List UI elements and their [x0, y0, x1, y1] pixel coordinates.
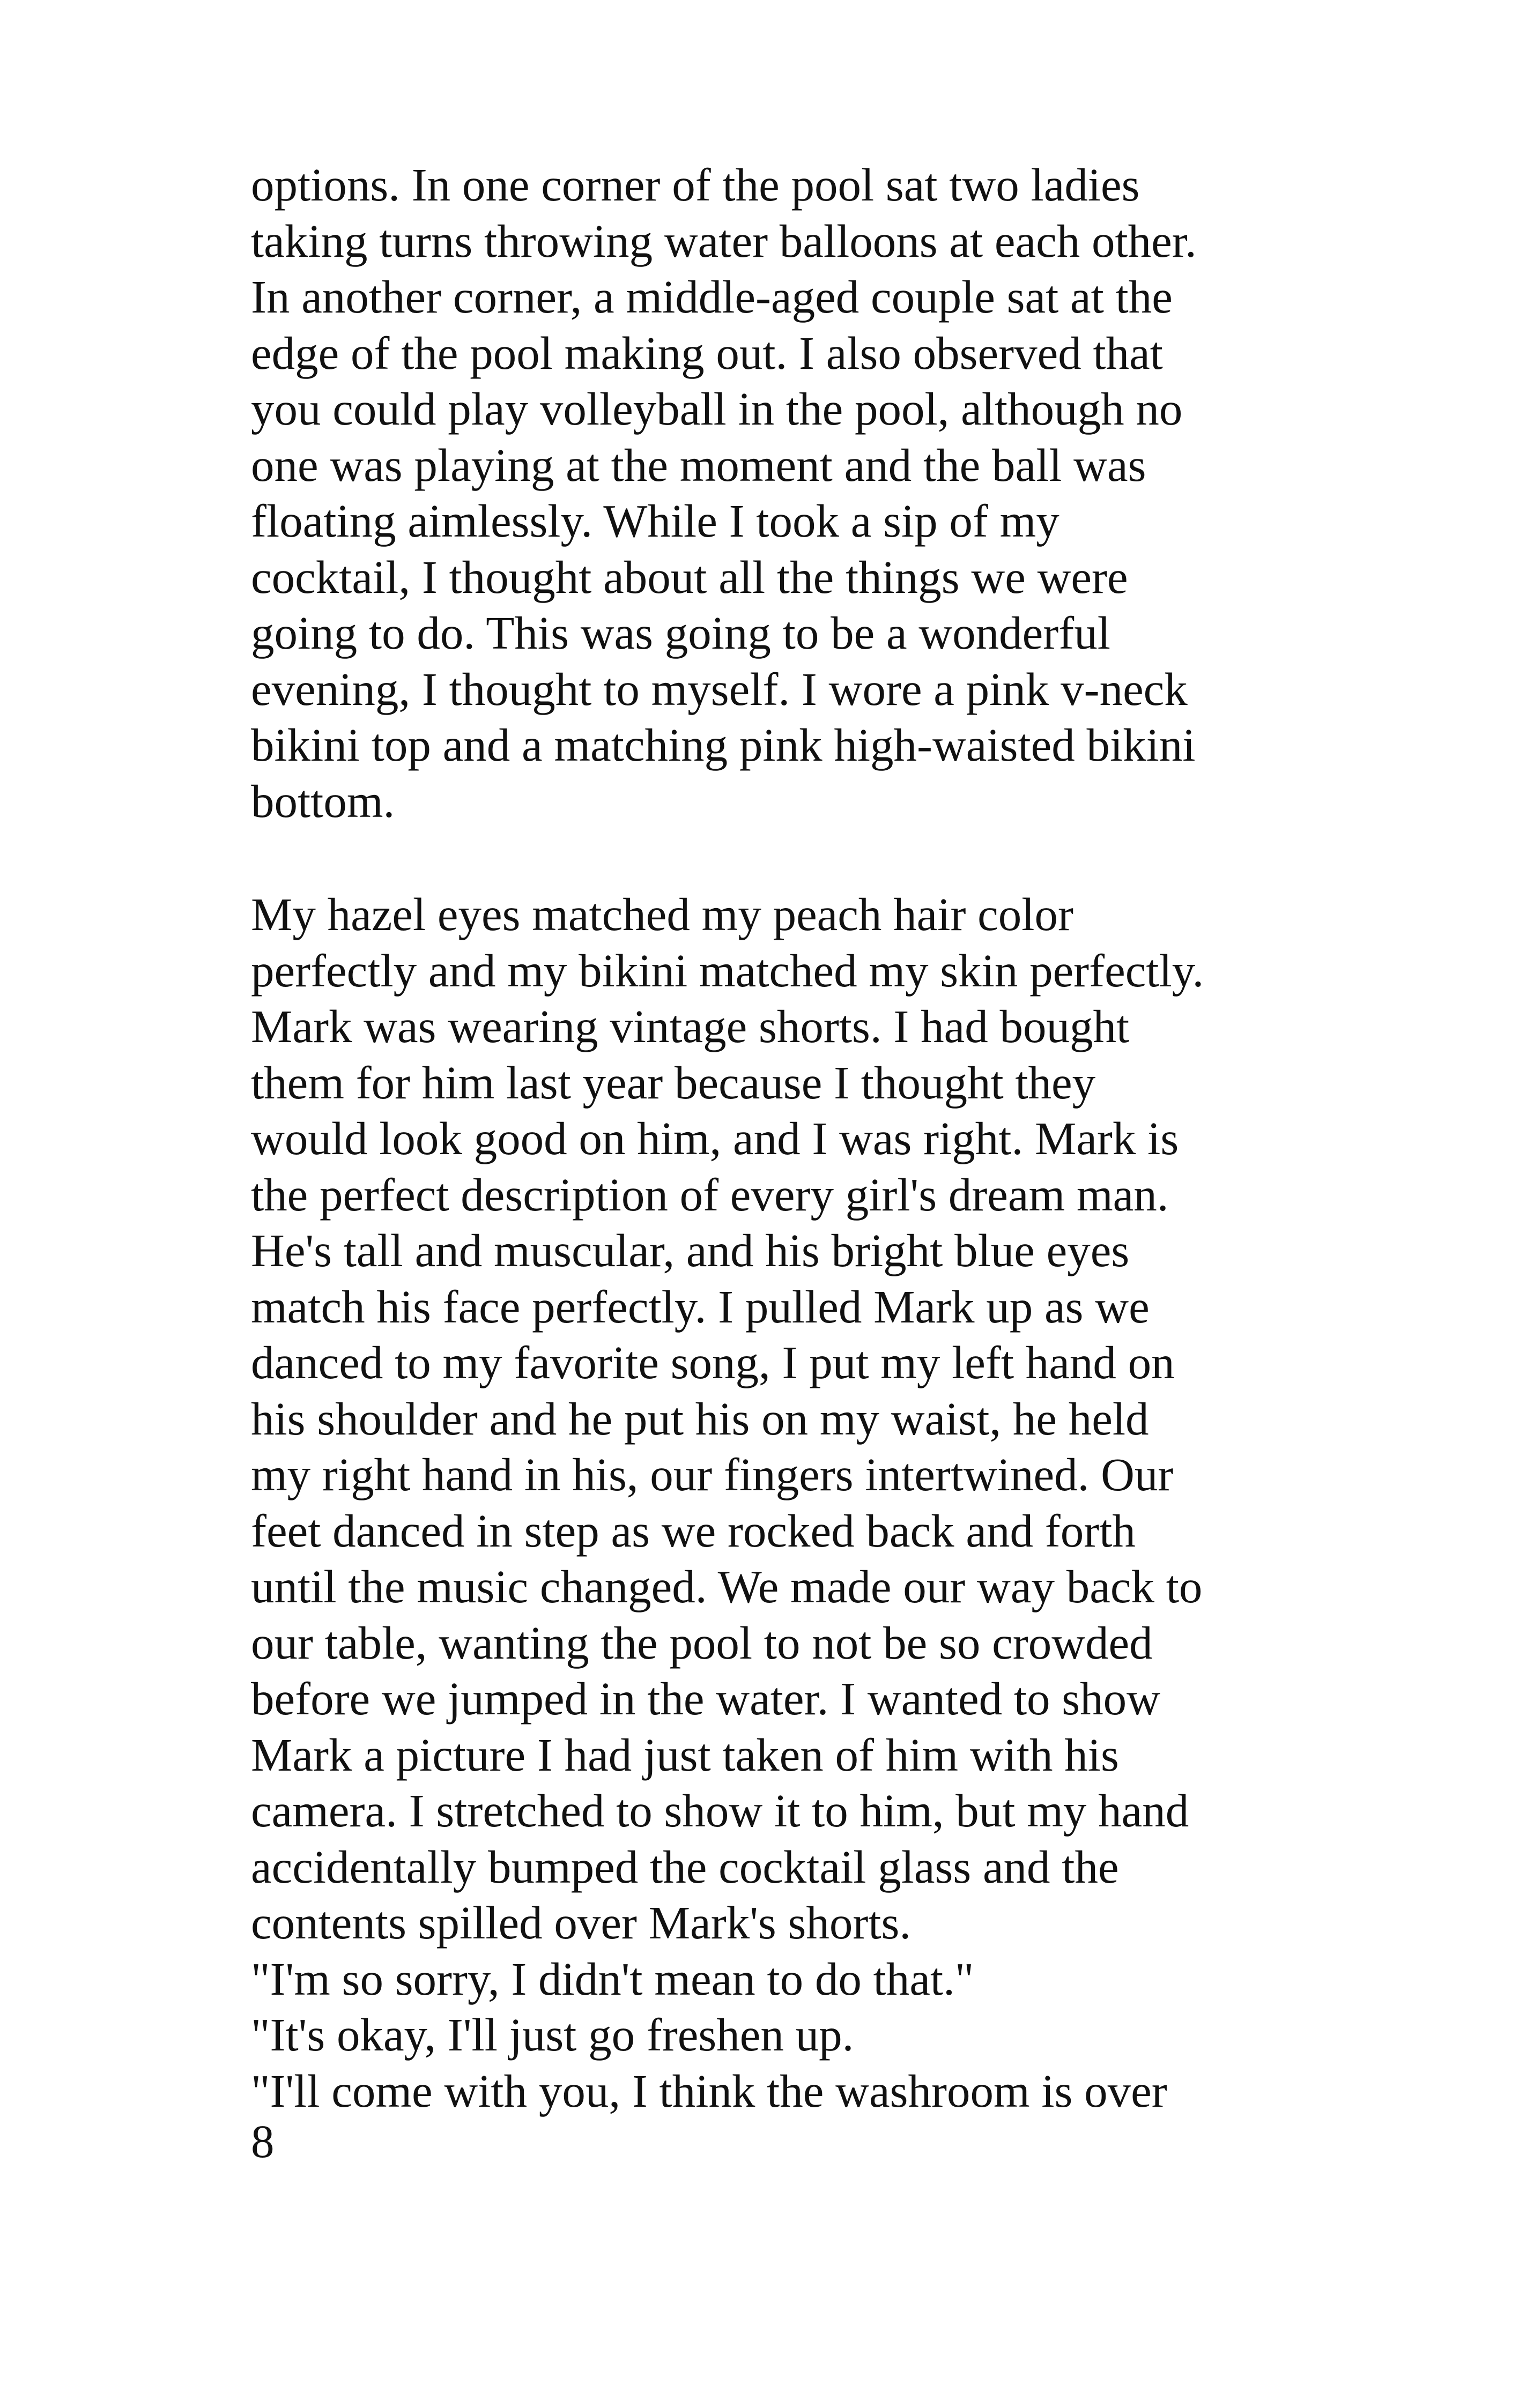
text-line: match his face perfectly. I pulled Mark up as we — [251, 1280, 1150, 1333]
text-line: my right hand in his, our fingers intertwined. Our — [251, 1448, 1174, 1500]
text-line: you could play volleyball in the pool, although no — [251, 383, 1183, 435]
text-line: them for him last year because I thought they — [251, 1056, 1096, 1109]
paragraph-pool-scene — [251, 157, 1323, 829]
text-line: floating aimlessly. While I took a sip of my — [251, 495, 1059, 547]
text-line: before we jumped in the water. I wanted to show — [251, 1673, 1160, 1725]
dialogue-line: "I'll come with you, I think the washroom is over — [251, 2064, 1167, 2117]
text-line: taking turns throwing water balloons at each other. — [251, 214, 1197, 267]
text-line: accidentally bumped the cocktail glass and the — [251, 1840, 1119, 1893]
text-line: our table, wanting the pool to not be so crowded — [251, 1616, 1153, 1669]
text-line: one was playing at the moment and the ball was — [251, 439, 1146, 491]
text-line: Mark was wearing vintage shorts. I had bought — [251, 1000, 1130, 1052]
text-line: danced to my favorite song, I put my left hand on — [251, 1336, 1175, 1388]
text-line: perfectly and my bikini matched my skin perfectly. — [251, 944, 1204, 997]
text-line: edge of the pool making out. I also observed that — [251, 326, 1163, 379]
text-line: his shoulder and he put his on my waist, he held — [251, 1392, 1149, 1445]
dialogue-line: "It's okay, I'll just go freshen up. — [251, 2009, 854, 2061]
text-line: cocktail, I thought about all the things we were — [251, 551, 1128, 603]
paragraph-dance-scene — [251, 887, 1323, 2119]
page-number: 8 — [251, 2115, 275, 2167]
dialogue-line: "I'm so sorry, I didn't mean to do that." — [251, 1952, 974, 2005]
text-line: evening, I thought to myself. I wore a pink v-neck — [251, 663, 1188, 715]
text-line: He's tall and muscular, and his bright blue eyes — [251, 1224, 1130, 1276]
text-line: until the music changed. We made our way back to — [251, 1560, 1203, 1612]
text-line: Mark a picture I had just taken of him with his — [251, 1728, 1119, 1781]
text-line: bikini top and a matching pink high-waisted bikini — [251, 719, 1196, 771]
text-line: contents spilled over Mark's shorts. — [251, 1897, 912, 1949]
text-line: would look good on him, and I was right. Mark is — [251, 1112, 1179, 1164]
text-line: My hazel eyes matched my peach hair color — [251, 888, 1073, 940]
text-line: the perfect description of every girl's dream man. — [251, 1168, 1169, 1221]
text-line: options. In one corner of the pool sat two ladies — [251, 159, 1140, 211]
text-line: bottom. — [251, 775, 395, 827]
text-line: feet danced in step as we rocked back and forth — [251, 1504, 1136, 1557]
text-line: going to do. This was going to be a wonderful — [251, 607, 1110, 659]
text-line: In another corner, a middle-aged couple sat at the — [251, 271, 1173, 323]
text-line: camera. I stretched to show it to him, but my hand — [251, 1785, 1189, 1837]
